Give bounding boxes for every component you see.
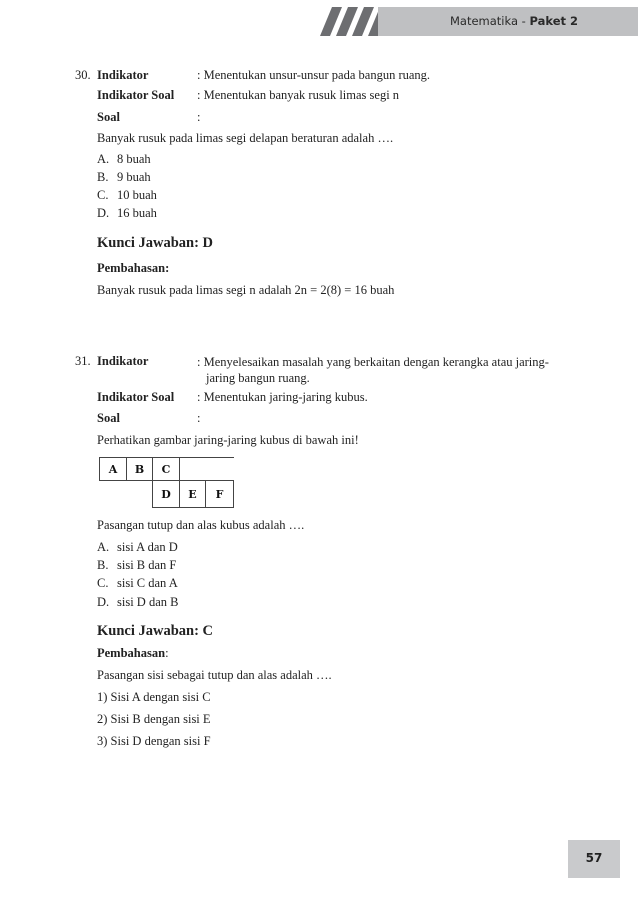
indikator-label: Indikator: [97, 354, 149, 368]
header-title: [450, 14, 630, 28]
pembahasan-label: Pembahasan:: [97, 261, 170, 275]
question-text: Banyak rusuk pada limas segi delapan beraturan adalah ….: [97, 131, 394, 145]
pembahasan-label: Pembahasan: [97, 646, 166, 660]
net-face-e: E: [179, 480, 206, 508]
option-text: sisi C dan A: [117, 576, 178, 590]
net-face-f: F: [205, 480, 234, 508]
option-letter: C.: [97, 188, 109, 202]
pembahasan-step: 2) Sisi B dengan sisi E: [97, 712, 211, 726]
question-number: 30.: [75, 68, 91, 82]
pembahasan-text: Banyak rusuk pada limas segi n adalah 2n = 2(8) = 16 buah: [97, 283, 395, 297]
option-text: 9 buah: [117, 170, 151, 184]
answer-key: Kunci Jawaban: C: [97, 623, 214, 639]
pembahasan-step: 1) Sisi A dengan sisi C: [97, 690, 211, 704]
page-number-box: [568, 840, 620, 878]
header-subject: Matematika -: [450, 14, 530, 28]
net-face-b: B: [126, 457, 153, 481]
soal-label: Soal: [97, 411, 120, 425]
question-number: 31.: [75, 354, 91, 368]
question-text-2: Pasangan tutup dan alas kubus adalah ….: [97, 518, 305, 532]
pembahasan-colon: :: [165, 646, 169, 660]
indikator-value-line-2: jaring bangun ruang.: [206, 371, 310, 385]
indikator-soal-value: : Menentukan banyak rusuk limas segi n: [197, 88, 400, 102]
option-text: sisi B dan F: [117, 558, 177, 572]
pembahasan-intro: Pasangan sisi sebagai tutup dan alas adalah ….: [97, 668, 332, 682]
option-letter: D.: [97, 595, 110, 609]
indikator-value: : Menentukan unsur-unsur pada bangun ruang.: [197, 68, 431, 82]
page-number: 57: [585, 851, 603, 865]
net-face-d: D: [152, 480, 180, 508]
indikator-soal-label: Indikator Soal: [97, 390, 175, 404]
option-letter: A.: [97, 152, 110, 166]
net-bottom-edge: [99, 480, 153, 481]
option-letter: A.: [97, 540, 110, 554]
option-letter: D.: [97, 206, 110, 220]
soal-label: Soal: [97, 110, 120, 124]
net-face-a: A: [99, 457, 127, 481]
indikator-label: Indikator: [97, 68, 149, 82]
indikator-value-line-1: : Menyelesaikan masalah yang berkaitan dengan kerangka atau jaring-: [197, 355, 549, 369]
indikator-soal-label: Indikator Soal: [97, 88, 175, 102]
net-top-edge: [179, 457, 234, 481]
soal-colon: :: [197, 411, 201, 425]
pembahasan-heading: [97, 646, 169, 661]
cube-net-figure: [99, 457, 235, 512]
option-letter: B.: [97, 170, 109, 184]
option-text: 16 buah: [117, 206, 157, 220]
answer-key: Kunci Jawaban: D: [97, 235, 214, 251]
net-face-c: C: [152, 457, 180, 481]
indikator-value: [197, 354, 567, 386]
header-paket: Paket 2: [529, 14, 579, 28]
question-text: Perhatikan gambar jaring-jaring kubus di bawah ini!: [97, 433, 359, 447]
option-text: 8 buah: [117, 152, 151, 166]
option-letter: B.: [97, 558, 109, 572]
option-letter: C.: [97, 576, 109, 590]
indikator-soal-value: : Menentukan jaring-jaring kubus.: [197, 390, 368, 404]
soal-colon: :: [197, 110, 201, 124]
option-text: sisi A dan D: [117, 540, 178, 554]
option-text: sisi D dan B: [117, 595, 179, 609]
pembahasan-step: 3) Sisi D dengan sisi F: [97, 734, 211, 748]
option-text: 10 buah: [117, 188, 157, 202]
